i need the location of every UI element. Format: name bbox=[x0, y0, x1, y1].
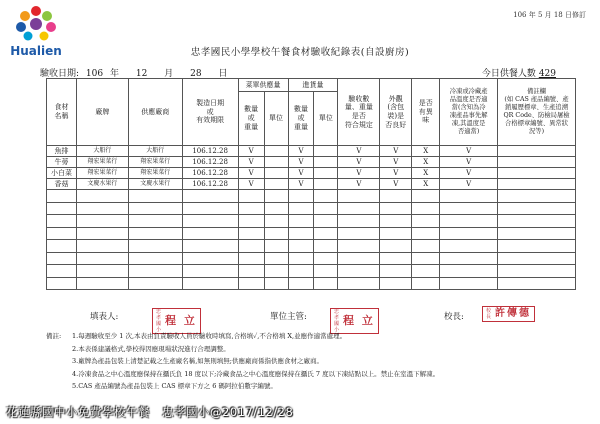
notes-head: 備註: bbox=[46, 332, 62, 340]
cell-empty bbox=[128, 265, 182, 278]
date-year: 106 bbox=[85, 69, 104, 79]
cell-brand: 翔宏果菜行 bbox=[76, 168, 128, 179]
cell-check: V bbox=[338, 146, 380, 157]
cell-empty bbox=[412, 227, 440, 240]
revision-date: 106 年 5 月 18 日修訂 bbox=[513, 11, 586, 19]
cell-date: 106.12.28 bbox=[182, 157, 238, 168]
cell-empty bbox=[238, 190, 264, 203]
date-month: 12 bbox=[135, 69, 148, 79]
cell-empty bbox=[76, 265, 128, 278]
cell-supplier: 翔宏果菜行 bbox=[128, 168, 182, 179]
cell-empty bbox=[338, 227, 380, 240]
inspection-table bbox=[46, 78, 576, 290]
cell-empty bbox=[47, 190, 77, 203]
cell-empty bbox=[182, 240, 238, 253]
cell-empty bbox=[338, 240, 380, 253]
cell-empty bbox=[47, 277, 77, 290]
cell-empty bbox=[412, 190, 440, 203]
cell-supplier: 文慶水果行 bbox=[128, 179, 182, 190]
cell-empty bbox=[314, 215, 338, 228]
date-day: 28 bbox=[190, 69, 202, 79]
cell-empty bbox=[498, 168, 576, 179]
filler-stamp: 忠孝國小程 立 bbox=[152, 308, 201, 334]
supervisor-label: 單位主管: bbox=[270, 312, 307, 322]
cell-empty bbox=[338, 277, 380, 290]
cell-empty bbox=[498, 252, 576, 265]
supervisor-stamp: 忠孝國小程 立 bbox=[330, 308, 379, 334]
cell-empty bbox=[76, 277, 128, 290]
table-row-empty bbox=[47, 215, 576, 228]
cell-empty bbox=[314, 168, 338, 179]
cell-empty bbox=[47, 240, 77, 253]
cell-empty bbox=[238, 240, 264, 253]
cell-frozen: V bbox=[440, 179, 498, 190]
cell-oq: V bbox=[238, 146, 264, 157]
cell-check: V bbox=[338, 168, 380, 179]
cell-empty bbox=[182, 190, 238, 203]
cell-empty bbox=[76, 190, 128, 203]
cell-date: 106.12.28 bbox=[182, 179, 238, 190]
cell-empty bbox=[314, 146, 338, 157]
cell-empty bbox=[412, 240, 440, 253]
cell-oq: V bbox=[238, 179, 264, 190]
cell-empty bbox=[264, 202, 288, 215]
date-day-unit: 日 bbox=[218, 69, 228, 79]
cell-empty bbox=[76, 240, 128, 253]
header-order-amount: 數量 或 重量 bbox=[238, 92, 264, 146]
cell-brand: 文慶水果行 bbox=[76, 179, 128, 190]
cell-empty bbox=[76, 252, 128, 265]
cell-empty bbox=[498, 240, 576, 253]
cell-frozen: V bbox=[440, 157, 498, 168]
cell-empty bbox=[338, 265, 380, 278]
cell-empty bbox=[338, 202, 380, 215]
cell-frozen: V bbox=[440, 168, 498, 179]
cell-pq: V bbox=[288, 168, 314, 179]
cell-frozen: V bbox=[440, 146, 498, 157]
cell-food: 小白菜 bbox=[47, 168, 77, 179]
cell-empty bbox=[264, 179, 288, 190]
cell-smell: X bbox=[412, 168, 440, 179]
cell-empty bbox=[440, 190, 498, 203]
cell-empty bbox=[288, 215, 314, 228]
cell-empty bbox=[288, 252, 314, 265]
cell-empty bbox=[412, 265, 440, 278]
cell-empty bbox=[412, 202, 440, 215]
note-item: 5.CAS 產品編號為產品包裝上 CAS 標章下方之 6 碼阿拉伯數字編號。 bbox=[72, 382, 277, 391]
cell-empty bbox=[440, 202, 498, 215]
cell-empty bbox=[380, 240, 412, 253]
cell-pq: V bbox=[288, 146, 314, 157]
cell-empty bbox=[128, 240, 182, 253]
cell-empty bbox=[128, 227, 182, 240]
cell-empty bbox=[338, 252, 380, 265]
diner-count-label: 今日供餐人數 bbox=[481, 69, 536, 79]
header-smell: 是否 有異 味 bbox=[412, 79, 440, 146]
header-order-qty: 菜單供應量 bbox=[238, 79, 288, 92]
cell-empty bbox=[380, 215, 412, 228]
cell-smell: X bbox=[412, 146, 440, 157]
cell-empty bbox=[264, 157, 288, 168]
cell-empty bbox=[380, 252, 412, 265]
note-item: 3.廠牌為產品包裝上清楚記載之生產廠名稱,如無則填無;供應廠商係指供應食材之廠商。 bbox=[72, 357, 323, 366]
cell-empty bbox=[47, 265, 77, 278]
cell-empty bbox=[238, 215, 264, 228]
cell-empty bbox=[498, 265, 576, 278]
table-row bbox=[47, 146, 576, 157]
header-purchase-qty: 進貨量 bbox=[288, 79, 338, 92]
cell-empty bbox=[314, 240, 338, 253]
cell-smell: X bbox=[412, 157, 440, 168]
cell-empty bbox=[264, 240, 288, 253]
header-supplier: 供應廠商 bbox=[128, 79, 182, 146]
cell-empty bbox=[182, 252, 238, 265]
cell-empty bbox=[47, 202, 77, 215]
cell-empty bbox=[314, 252, 338, 265]
cell-package: V bbox=[380, 179, 412, 190]
note-item: 1.每週驗收至少 1 次,本表由負責驗收人員於驗收時填寫,合格填✓,不合格填 X,並應作適當處理。 bbox=[72, 332, 347, 340]
table-row-empty bbox=[47, 202, 576, 215]
table-row bbox=[47, 179, 576, 190]
cell-empty bbox=[498, 146, 576, 157]
cell-empty bbox=[380, 277, 412, 290]
cell-empty bbox=[182, 202, 238, 215]
cell-empty bbox=[238, 265, 264, 278]
cell-empty bbox=[314, 190, 338, 203]
cell-pq: V bbox=[288, 157, 314, 168]
cell-empty bbox=[440, 227, 498, 240]
cell-empty bbox=[47, 215, 77, 228]
table-row-empty bbox=[47, 252, 576, 265]
table-row-empty bbox=[47, 240, 576, 253]
signature-row bbox=[0, 302, 600, 332]
cell-empty bbox=[380, 190, 412, 203]
cell-empty bbox=[314, 265, 338, 278]
cell-supplier: 大船行 bbox=[128, 146, 182, 157]
cell-empty bbox=[314, 157, 338, 168]
cell-empty bbox=[128, 202, 182, 215]
cell-empty bbox=[314, 202, 338, 215]
cell-food: 牛蒡 bbox=[47, 157, 77, 168]
cell-empty bbox=[440, 277, 498, 290]
cell-empty bbox=[182, 265, 238, 278]
header-brand: 廠牌 bbox=[76, 79, 128, 146]
header-purchase-unit: 單位 bbox=[314, 92, 338, 146]
table-row-empty bbox=[47, 190, 576, 203]
cell-empty bbox=[412, 252, 440, 265]
table-row-empty bbox=[47, 265, 576, 278]
header-check-qty: 驗收數 量、重量 是否 符合規定 bbox=[338, 79, 380, 146]
principal-stamp: 校長 許傳德 bbox=[482, 306, 535, 322]
cell-empty bbox=[498, 202, 576, 215]
cell-empty bbox=[264, 252, 288, 265]
cell-empty bbox=[128, 252, 182, 265]
cell-empty bbox=[498, 179, 576, 190]
header-purchase-amount: 數量 或 重量 bbox=[288, 92, 314, 146]
date-year-unit: 年 bbox=[109, 69, 119, 79]
cell-empty bbox=[182, 227, 238, 240]
cell-empty bbox=[412, 277, 440, 290]
cell-empty bbox=[288, 277, 314, 290]
cell-empty bbox=[314, 227, 338, 240]
cell-empty bbox=[412, 215, 440, 228]
cell-oq: V bbox=[238, 157, 264, 168]
cell-empty bbox=[182, 277, 238, 290]
cell-pq: V bbox=[288, 179, 314, 190]
cell-check: V bbox=[338, 179, 380, 190]
diner-count-value: 429 bbox=[538, 69, 556, 79]
cell-empty bbox=[264, 168, 288, 179]
cell-empty bbox=[76, 215, 128, 228]
header-food-name: 食材 名稱 bbox=[47, 79, 77, 146]
logo-text: Hualien bbox=[10, 44, 62, 58]
header-mfg-date: 製造日期 或 有效期限 bbox=[182, 79, 238, 146]
cell-empty bbox=[314, 277, 338, 290]
cell-empty bbox=[288, 227, 314, 240]
table-row-empty bbox=[47, 277, 576, 290]
cell-empty bbox=[238, 277, 264, 290]
cell-oq: V bbox=[238, 168, 264, 179]
cell-empty bbox=[498, 157, 576, 168]
header-package: 外觀 (含包 裝)是 否良好 bbox=[380, 79, 412, 146]
cell-empty bbox=[380, 202, 412, 215]
cell-empty bbox=[128, 215, 182, 228]
cell-empty bbox=[288, 240, 314, 253]
date-month-unit: 月 bbox=[164, 69, 174, 79]
cell-empty bbox=[264, 215, 288, 228]
cell-empty bbox=[498, 215, 576, 228]
filler-label: 填表人: bbox=[90, 312, 119, 322]
cell-empty bbox=[264, 277, 288, 290]
cell-supplier: 翔宏果菜行 bbox=[128, 157, 182, 168]
table-row bbox=[47, 157, 576, 168]
cell-empty bbox=[338, 190, 380, 203]
cell-empty bbox=[128, 277, 182, 290]
cell-date: 106.12.28 bbox=[182, 168, 238, 179]
cell-empty bbox=[76, 202, 128, 215]
cell-food: 魚排 bbox=[47, 146, 77, 157]
date-label: 驗收日期: bbox=[40, 69, 80, 79]
cell-empty bbox=[440, 252, 498, 265]
header-order-unit: 單位 bbox=[264, 92, 288, 146]
cell-brand: 翔宏果菜行 bbox=[76, 157, 128, 168]
cell-empty bbox=[498, 277, 576, 290]
cell-package: V bbox=[380, 168, 412, 179]
photo-caption: 花蓮縣國中小免費學校午餐 忠孝國小@2017/12/28 bbox=[6, 405, 294, 419]
cell-empty bbox=[238, 252, 264, 265]
cell-smell: X bbox=[412, 179, 440, 190]
cell-empty bbox=[182, 215, 238, 228]
cell-check: V bbox=[338, 157, 380, 168]
cell-package: V bbox=[380, 146, 412, 157]
cell-empty bbox=[380, 227, 412, 240]
cell-brand: 大船行 bbox=[76, 146, 128, 157]
cell-empty bbox=[314, 179, 338, 190]
header-frozen: 冷凍或冷藏產 品溫度是否適 當(含知為冷 凍產品事先解 凍,其溫度是 否適當) bbox=[440, 79, 498, 146]
cell-empty bbox=[440, 240, 498, 253]
notes bbox=[46, 330, 586, 393]
cell-empty bbox=[440, 265, 498, 278]
cell-empty bbox=[288, 190, 314, 203]
cell-empty bbox=[498, 190, 576, 203]
cell-empty bbox=[288, 202, 314, 215]
cell-empty bbox=[264, 265, 288, 278]
cell-empty bbox=[264, 227, 288, 240]
cell-empty bbox=[264, 190, 288, 203]
cell-empty bbox=[238, 227, 264, 240]
note-item: 2.本表係建議格式,學校得因應現場狀況進行合理調整。 bbox=[72, 344, 230, 353]
note-item: 4.冷凍食品之中心溫度應保持在攝氏負 18 度以下;冷藏食品之中心溫度應保持在攝氏 7 度以下凍結點以上。禁止在室溫下解凍。 bbox=[72, 369, 440, 378]
table-row-empty bbox=[47, 227, 576, 240]
cell-empty bbox=[47, 252, 77, 265]
cell-empty bbox=[128, 190, 182, 203]
cell-empty bbox=[76, 227, 128, 240]
cell-empty bbox=[238, 202, 264, 215]
cell-empty bbox=[47, 227, 77, 240]
cell-empty bbox=[288, 265, 314, 278]
table-row bbox=[47, 168, 576, 179]
cell-date: 106.12.28 bbox=[182, 146, 238, 157]
page-title: 忠孝國民小學學校午餐食材驗收紀錄表(自設廚房) bbox=[190, 47, 410, 58]
header-remarks: 備註欄 (如 CAS 產品編號、產 銷履歷標章、生產追溯 QR Code、防檢局屠檢 合格標章編號、異常狀 況等) bbox=[498, 79, 576, 146]
cell-package: V bbox=[380, 157, 412, 168]
cell-food: 香菇 bbox=[47, 179, 77, 190]
cell-empty bbox=[380, 265, 412, 278]
cell-empty bbox=[498, 227, 576, 240]
principal-label: 校長: bbox=[444, 312, 464, 322]
cell-empty bbox=[264, 146, 288, 157]
cell-empty bbox=[338, 215, 380, 228]
cell-empty bbox=[440, 215, 498, 228]
